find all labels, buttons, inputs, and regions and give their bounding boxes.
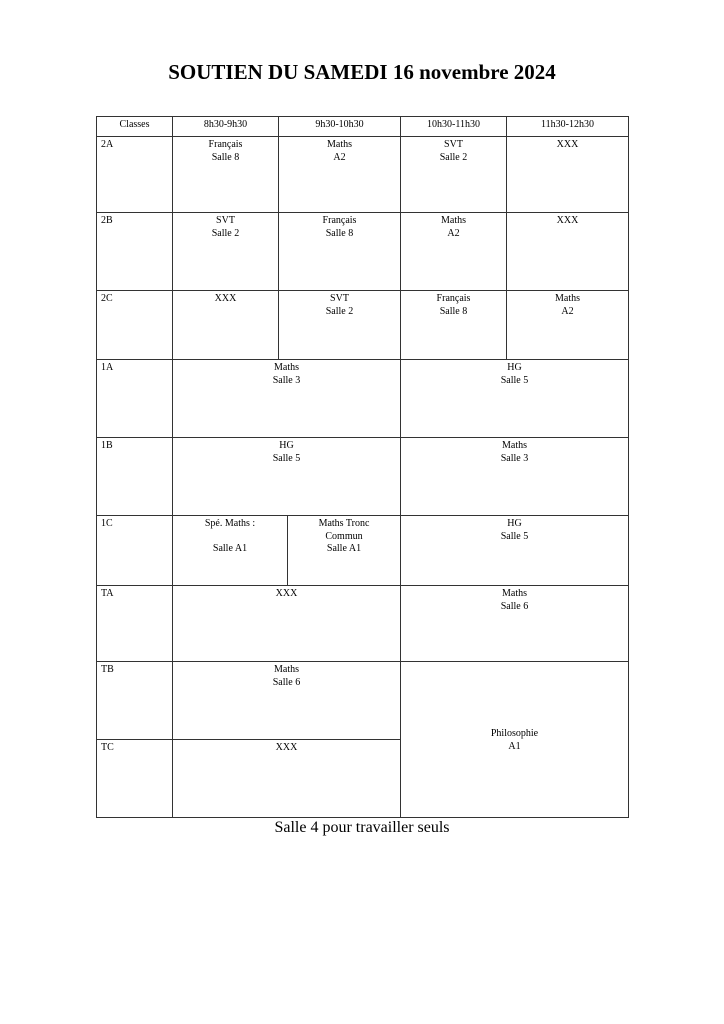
page-title: SOUTIEN DU SAMEDI 16 novembre 2024 bbox=[168, 60, 556, 84]
footer-note: Salle 4 pour travailler seuls bbox=[274, 819, 450, 836]
table-row bbox=[97, 438, 629, 516]
cell-1C-morning bbox=[173, 516, 401, 586]
class-label: 2B bbox=[97, 213, 173, 291]
cell-1B-morning: HG Salle 5 bbox=[173, 438, 401, 516]
cell-2B-slot3: Maths A2 bbox=[401, 213, 507, 291]
header-slot-2: 9h30-10h30 bbox=[279, 117, 401, 137]
cell-2B-slot4: XXX bbox=[507, 213, 629, 291]
cell-2C-slot3: Français Salle 8 bbox=[401, 291, 507, 360]
cell-2A-slot2: Maths A2 bbox=[279, 137, 401, 213]
class-label: 2A bbox=[97, 137, 173, 213]
header-classes: Classes bbox=[97, 117, 173, 137]
cell-TC-morning: XXX bbox=[173, 740, 401, 818]
header-slot-1: 8h30-9h30 bbox=[173, 117, 279, 137]
table-row bbox=[97, 516, 629, 586]
class-label: 1B bbox=[97, 438, 173, 516]
cell-1A-morning: Maths Salle 3 bbox=[173, 360, 401, 438]
cell-2A-slot4: XXX bbox=[507, 137, 629, 213]
class-label: TC bbox=[97, 740, 173, 818]
table-row bbox=[97, 137, 629, 213]
cell-TA-late: Maths Salle 6 bbox=[401, 586, 629, 662]
cell-1B-late: Maths Salle 3 bbox=[401, 438, 629, 516]
class-label: TB bbox=[97, 662, 173, 740]
table-row bbox=[97, 213, 629, 291]
cell-TB-morning: Maths Salle 6 bbox=[173, 662, 401, 740]
header-slot-4: 11h30-12h30 bbox=[507, 117, 629, 137]
cell-2C-slot2: SVT Salle 2 bbox=[279, 291, 401, 360]
cell-1C-late: HG Salle 5 bbox=[401, 516, 629, 586]
table-row bbox=[97, 291, 629, 360]
class-label: 1C bbox=[97, 516, 173, 586]
cell-2A-slot3: SVT Salle 2 bbox=[401, 137, 507, 213]
cell-1C-spe: Spé. Maths : Salle A1 bbox=[173, 516, 288, 585]
table-row bbox=[97, 360, 629, 438]
class-label: 1A bbox=[97, 360, 173, 438]
cell-2A-slot1: Français Salle 8 bbox=[173, 137, 279, 213]
cell-TA-morning: XXX bbox=[173, 586, 401, 662]
cell-2C-slot1: XXX bbox=[173, 291, 279, 360]
cell-2B-slot1: SVT Salle 2 bbox=[173, 213, 279, 291]
cell-1C-tronc: Maths Tronc Commun Salle A1 bbox=[318, 518, 370, 554]
cell-1A-late: HG Salle 5 bbox=[401, 360, 629, 438]
table-header-row bbox=[97, 117, 629, 137]
cell-terminal-philosophie: Philosophie A1 bbox=[401, 662, 629, 818]
cell-2B-slot2: Français Salle 8 bbox=[279, 213, 401, 291]
table-row bbox=[97, 662, 629, 740]
cell-2C-slot4: Maths A2 bbox=[507, 291, 629, 360]
class-label: TA bbox=[97, 586, 173, 662]
class-label: 2C bbox=[97, 291, 173, 360]
header-slot-3: 10h30-11h30 bbox=[401, 117, 507, 137]
table-row bbox=[97, 586, 629, 662]
schedule-table bbox=[96, 116, 629, 818]
